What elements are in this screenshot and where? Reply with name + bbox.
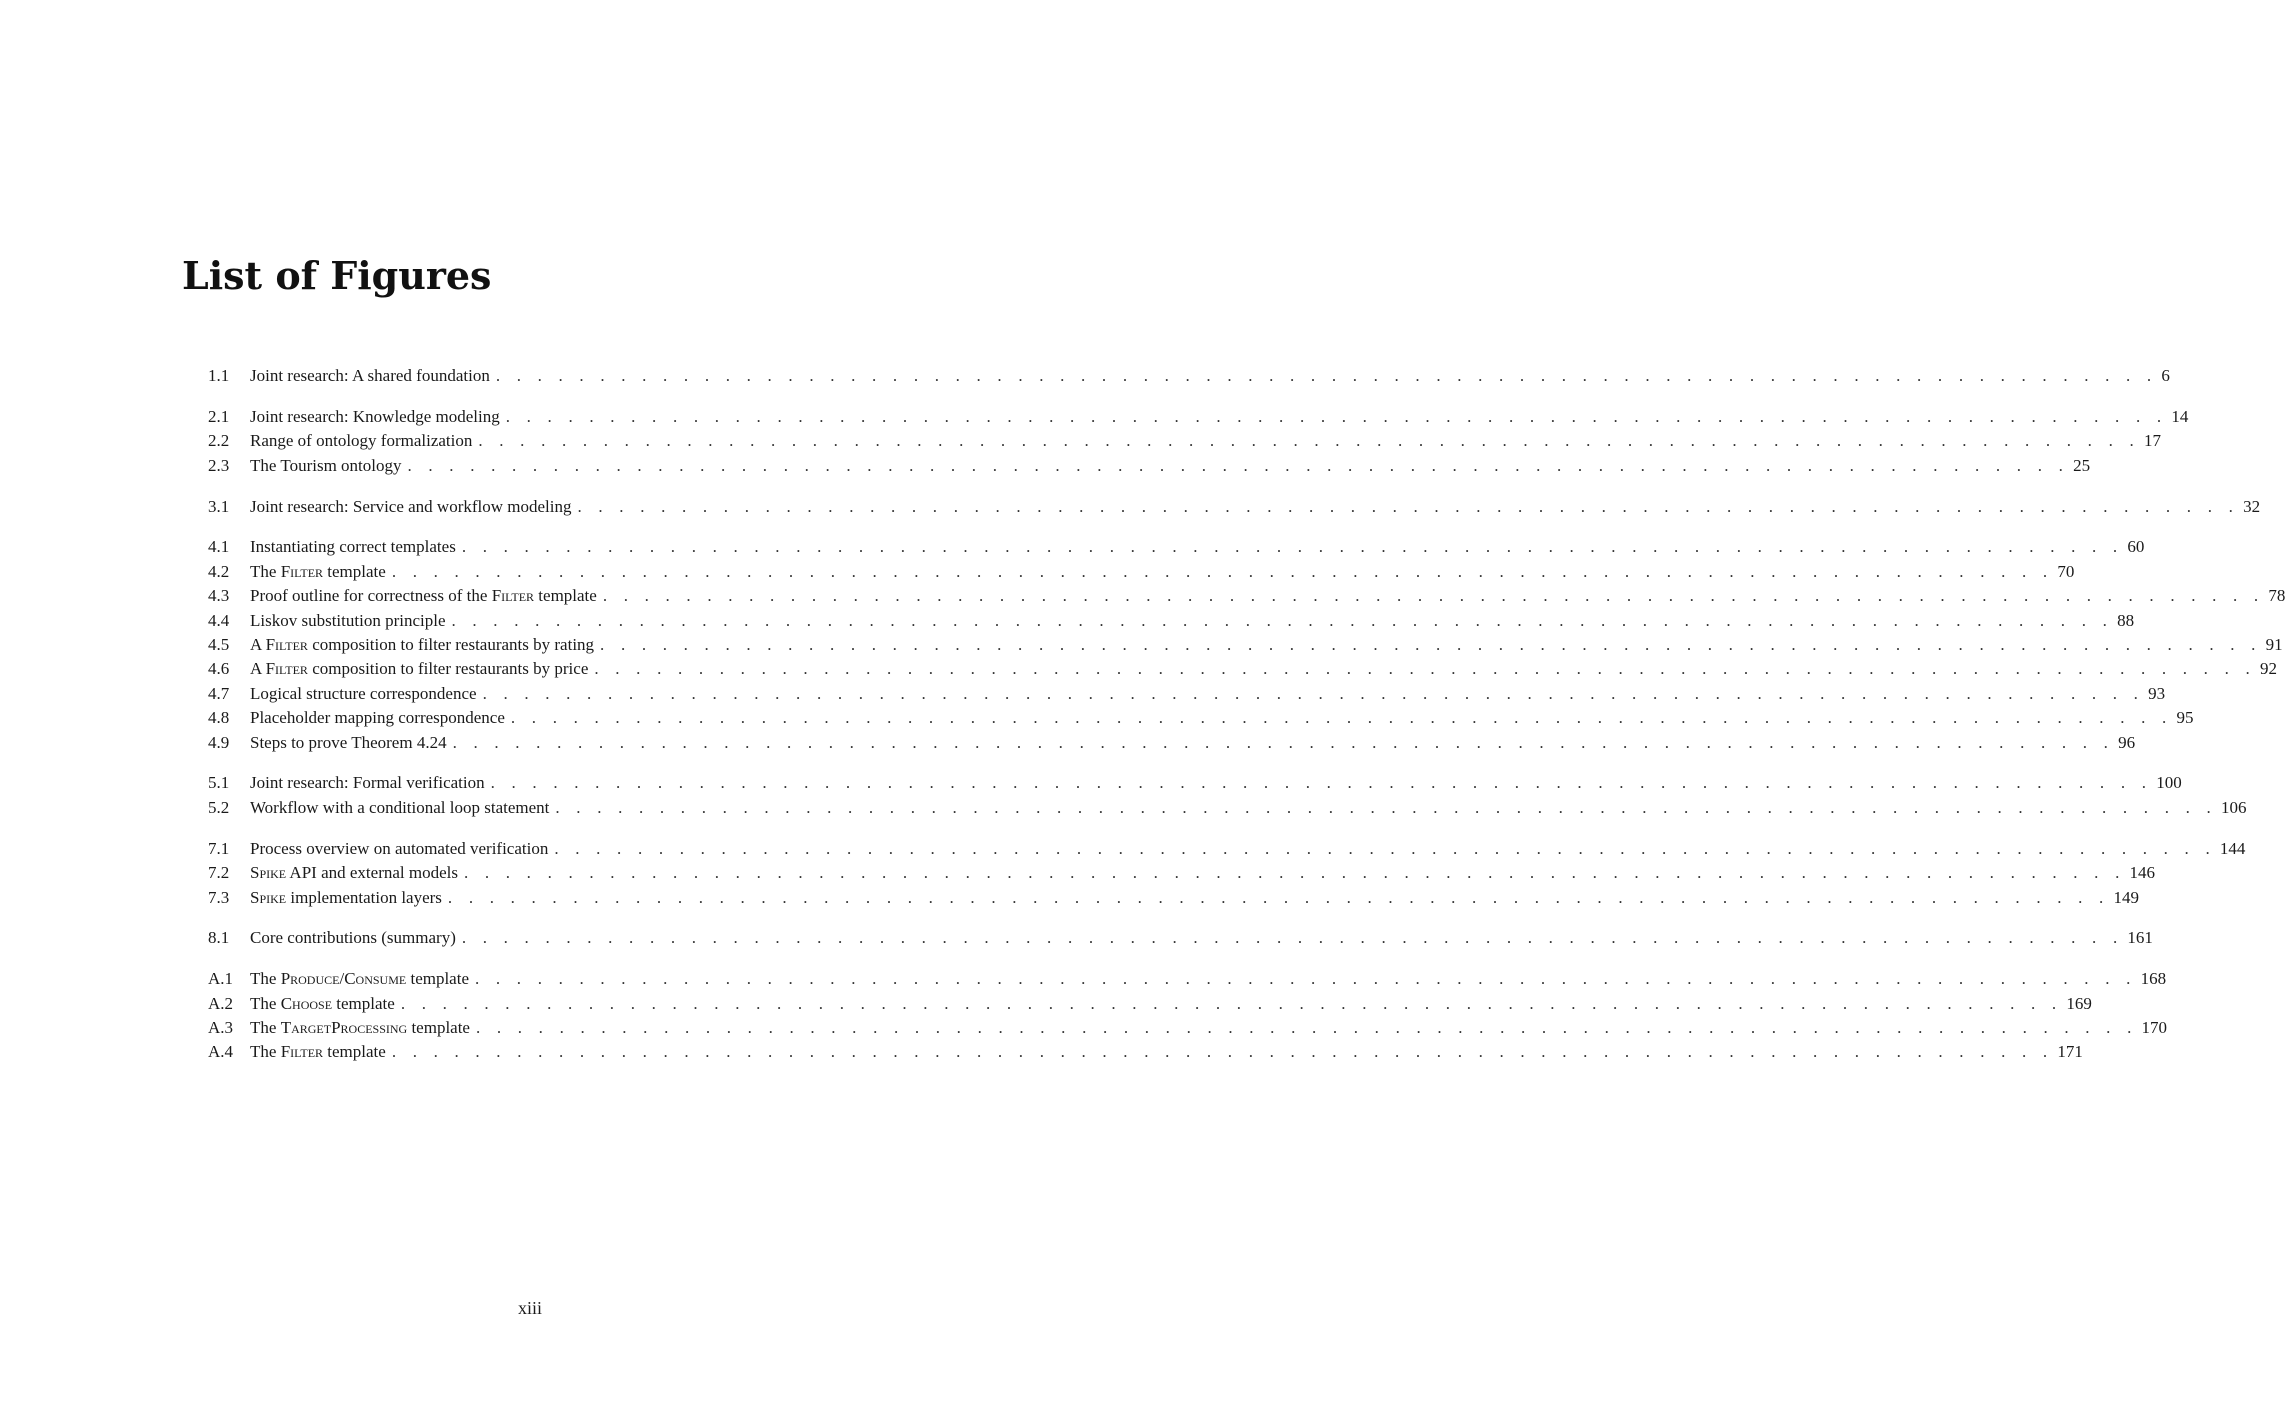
figure-title-text: Process overview on automated verification [250,838,549,858]
dot-leader: . . . . . . . . . . . . . . . . . . . . . . . . . . . . . . . . . . . . . . . . . . . . . . . . . . . . . . . . . . . . . . . . . . . . . . . . . . . . . . . . [451,610,2114,630]
figure-group [208,926,2153,950]
figure-page-number: 60 [2127,537,2145,557]
figure-number: 7.3 [208,887,230,907]
figure-title-text: Liskov substitution principle [250,610,446,630]
figure-page-number: 25 [2073,455,2091,475]
dot-leader: . . . . . . . . . . . . . . . . . . . . . . . . . . . . . . . . . . . . . . . . . . . . . . . . . . . . . . . . . . . . . . . . . . . . . . . . . . . . . . . . [554,838,2216,858]
figure-group [208,837,2246,910]
figure-entry[interactable] [208,926,2153,950]
figure-number: 2.3 [208,455,230,475]
figure-number: 4.1 [208,537,230,557]
figure-entry[interactable] [208,364,2170,388]
dot-leader: . . . . . . . . . . . . . . . . . . . . . . . . . . . . . . . . . . . . . . . . . . . . . . . . . . . . . . . . . . . . . . . . . . . . . . . . . . . . . . . . [400,993,2063,1013]
dot-leader: . . . . . . . . . . . . . . . . . . . . . . . . . . . . . . . . . . . . . . . . . . . . . . . . . . . . . . . . . . . . . . . . . . . . . . . . . . . . . . . . [577,496,2240,516]
figure-title-text: Joint research: Knowledge modeling [250,406,500,426]
figure-page-number: 171 [2057,1042,2083,1062]
figure-title-smallcaps: TargetProcessing [280,1018,408,1038]
figure-title-smallcaps: Filter [265,635,308,655]
page-number: xiii [517,1298,542,1318]
figure-title-smallcaps: Filter [280,561,324,581]
figure-title-text: The [250,1042,281,1062]
figure-title [250,967,475,991]
figure-title-text: Logical structure correspondence [250,683,477,703]
figure-title [250,405,506,429]
figure-entry[interactable] [208,967,2167,991]
dot-leader: . . . . . . . . . . . . . . . . . . . . . . . . . . . . . . . . . . . . . . . . . . . . . . . . . . . . . . . . . . . . . . . . . . . . . . . . . . . . . . . . [490,773,2153,793]
figure-entry[interactable] [208,1016,2168,1040]
figure-title [250,771,491,795]
figure-title-text: implementation layers [286,887,442,907]
dot-leader: . . . . . . . . . . . . . . . . . . . . . . . . . . . . . . . . . . . . . . . . . . . . . . . . . . . . . . . . . . . . . . . . . . . . . . . . . . . . . . . . [391,1042,2054,1062]
figure-entry[interactable] [208,495,2261,519]
figure-number: 1.1 [208,366,230,385]
figure-title-text: template [332,993,395,1013]
dot-leader: . . . . . . . . . . . . . . . . . . . . . . . . . . . . . . . . . . . . . . . . . . . . . . . . . . . . . . . . . . . . . . . . . . . . . . . . . . . . . . . . [407,455,2070,475]
figure-title [250,560,392,584]
figure-title-text: Joint research: Service and workflow modeling [250,496,572,516]
figure-page-number: 106 [2220,797,2247,817]
figure-entry[interactable] [208,837,2246,861]
figure-title-smallcaps: Filter [280,1042,324,1062]
figure-number: 4.2 [208,561,230,581]
dot-leader: . . . . . . . . . . . . . . . . . . . . . . . . . . . . . . . . . . . . . . . . . . . . . . . . . . . . . . . . . . . . . . . . . . . . . . . . . . . . . . . . [482,683,2145,703]
figure-number: 4.9 [208,732,230,752]
page-title: List of Figures [182,253,492,298]
dot-leader: . . . . . . . . . . . . . . . . . . . . . . . . . . . . . . . . . . . . . . . . . . . . . . . . . . . . . . . . . . . . . . . . . . . . . . . . . . . . . . . . [594,659,2256,679]
figure-title-text: composition to filter restaurants by rating [307,635,595,655]
figure-title-text: The [250,993,281,1013]
figure-title [250,731,453,755]
figure-page-number: 17 [2143,431,2161,451]
figure-title-text: Joint research: A shared foundation [250,366,490,385]
figure-page-number: 161 [2127,928,2153,948]
figure-title [250,657,594,681]
figure-entry[interactable] [208,657,2277,681]
figure-page-number: 91 [2265,635,2283,655]
figure-title [250,682,483,706]
figure-title [250,584,603,608]
figure-number: 4.3 [208,586,230,606]
figure-entry[interactable] [208,405,2189,429]
figure-entry[interactable] [208,731,2136,755]
figure-title-text: API and external models [286,863,458,883]
figure-number: 4.6 [208,659,230,679]
dot-leader: . . . . . . . . . . . . . . . . . . . . . . . . . . . . . . . . . . . . . . . . . . . . . . . . . . . . . . . . . . . . . . . . . . . . . . . . . . . . . . . . [602,586,2265,606]
figure-group [208,495,2261,519]
figure-entry[interactable] [208,992,2092,1016]
figure-group [208,967,2168,1065]
figure-number: 4.5 [208,635,230,655]
figure-entry[interactable] [208,706,2194,730]
figure-title [250,992,401,1016]
figure-page-number: 146 [2129,863,2156,883]
dot-leader: . . . . . . . . . . . . . . . . . . . . . . . . . . . . . . . . . . . . . . . . . . . . . . . . . . . . . . . . . . . . . . . . . . . . . . . . . . . . . . . . [475,969,2137,989]
figure-title [250,454,408,478]
figure-title-smallcaps: Spike [250,887,287,907]
figure-title-text: The Tourism ontology [250,455,402,475]
figure-title [250,796,555,820]
figure-title-text: A [250,659,266,679]
figure-number: 7.1 [208,838,230,858]
figure-page-number: 88 [2117,610,2135,630]
figure-page-number: 32 [2243,496,2261,516]
figure-number: A.3 [208,1018,234,1038]
figure-entry[interactable] [208,1040,2083,1064]
figure-title-text: Joint research: Formal verification [250,773,485,793]
figure-title-smallcaps: Filter [265,659,308,679]
figure-title-text: Instantiating correct templates [250,537,456,557]
figure-title-text: Placeholder mapping correspondence [250,708,505,728]
figure-title-text: template [406,969,469,989]
dot-leader: . . . . . . . . . . . . . . . . . . . . . . . . . . . . . . . . . . . . . . . . . . . . . . . . . . . . . . . . . . . . . . . . . . . . . . . . . . . . . . . . [391,561,2054,581]
figure-title-text: The [250,969,281,989]
figure-entry[interactable] [208,429,2161,453]
figure-page-number: 14 [2171,406,2189,426]
figure-page-number: 170 [2141,1018,2168,1038]
figure-group [208,771,2247,820]
figure-title-smallcaps: Produce/Consume [280,969,407,989]
figure-page-number: 100 [2156,773,2182,793]
figure-group [208,364,2170,388]
figure-number: 8.1 [208,928,230,948]
figure-page-number: 92 [2259,659,2277,679]
dot-leader: . . . . . . . . . . . . . . . . . . . . . . . . . . . . . . . . . . . . . . . . . . . . . . . . . . . . . . . . . . . . . . . . . . . . . . . . . . . . . . . . [510,708,2173,728]
figure-entry[interactable] [208,771,2182,795]
figure-entry[interactable] [208,796,2247,820]
dot-leader: . . . . . . . . . . . . . . . . . . . . . . . . . . . . . . . . . . . . . . . . . . . . . . . . . . . . . . . . . . . . . . . . . . . . . . . . . . . . . . . . [505,406,2168,426]
dot-leader: . . . . . . . . . . . . . . . . . . . . . . . . . . . . . . . . . . . . . . . . . . . . . . . . . . . . . . . . . . . . . . . . . . . . . . . . . . . . . . . . [461,928,2124,948]
figure-page-number: 144 [2219,838,2246,858]
figure-entry[interactable] [208,560,2075,584]
figure-title [250,1016,476,1040]
figure-page-number: 70 [2057,561,2075,581]
figure-page-number: 93 [2148,683,2166,703]
figure-number: A.4 [208,1042,234,1062]
figure-page-number: 168 [2140,969,2167,989]
figure-title [250,495,578,519]
figure-title-smallcaps: Choose [280,993,333,1013]
figure-number: 4.4 [208,610,230,630]
figure-title-text: Workflow with a conditional loop statement [250,797,550,817]
figure-page-number: 95 [2176,708,2194,728]
figure-number: 2.2 [208,431,230,451]
figure-title [250,926,462,950]
figure-title-text: template [323,1042,386,1062]
figure-number: 5.1 [208,773,230,793]
dot-leader: . . . . . . . . . . . . . . . . . . . . . . . . . . . . . . . . . . . . . . . . . . . . . . . . . . . . . . . . . . . . . . . . . . . . . . . . . . . . . . . . [600,635,2262,655]
figure-title-text: Proof outline for correctness of the [250,586,492,606]
figure-number: 5.2 [208,797,230,817]
figure-title-text: template [407,1018,470,1038]
figure-page-number: 78 [2268,586,2285,606]
figure-title-text: template [534,586,597,606]
figure-title [250,429,478,453]
figure-title-smallcaps: Spike [250,863,287,883]
figure-title-text: A [250,635,266,655]
figure-title [250,633,600,657]
figure-title [250,886,448,910]
dot-leader: . . . . . . . . . . . . . . . . . . . . . . . . . . . . . . . . . . . . . . . . . . . . . . . . . . . . . . . . . . . . . . . . . . . . . . . . . . . . . . . . [555,797,2217,817]
dot-leader: . . . . . . . . . . . . . . . . . . . . . . . . . . . . . . . . . . . . . . . . . . . . . . . . . . . . . . . . . . . . . . . . . . . . . . . . . . . . . . . . [475,1018,2138,1038]
figure-number: 4.7 [208,683,230,703]
figure-entry[interactable] [208,633,2283,657]
figure-title [250,837,554,861]
figure-title-text: composition to filter restaurants by price [307,659,589,679]
figure-page-number: 149 [2113,887,2139,907]
figure-number: 7.2 [208,863,230,883]
figure-number: 3.1 [208,496,230,516]
figure-page-number: 169 [2066,993,2092,1013]
figure-page-number: 6 [2161,366,2170,385]
figure-title-smallcaps: Filter [491,586,535,606]
dot-leader: . . . . . . . . . . . . . . . . . . . . . . . . . . . . . . . . . . . . . . . . . . . . . . . . . . . . . . . . . . . . . . . . . . . . . . . . . . . . . . . . [452,732,2115,752]
figure-title-text: template [323,561,386,581]
figure-number: A.1 [208,969,234,989]
figure-group [208,405,2189,478]
list-of-figures [208,364,2285,1081]
figure-group [208,535,2285,755]
figure-entry[interactable] [208,584,2285,608]
figure-title-text: The [250,561,281,581]
figure-title-text: Range of ontology formalization [250,431,473,451]
figure-number: 2.1 [208,406,230,426]
figure-title [250,1040,392,1064]
dot-leader: . . . . . . . . . . . . . . . . . . . . . . . . . . . . . . . . . . . . . . . . . . . . . . . . . . . . . . . . . . . . . . . . . . . . . . . . . . . . . . . . [447,887,2110,907]
figure-title-text: Core contributions (summary) [250,928,456,948]
figure-title-text: The [250,1018,281,1038]
figure-title [250,861,464,885]
dot-leader: . . . . . . . . . . . . . . . . . . . . . . . . . . . . . . . . . . . . . . . . . . . . . . . . . . . . . . . . . . . . . . . . . . . . . . . . . . . . . . . . [463,863,2126,883]
figure-title [250,706,511,730]
figure-entry[interactable] [208,886,2139,910]
figure-title [250,364,496,388]
dot-leader: . . . . . . . . . . . . . . . . . . . . . . . . . . . . . . . . . . . . . . . . . . . . . . . . . . . . . . . . . . . . . . . . . . . . . . . . . . . . . . . . [461,537,2124,557]
figure-title [250,535,462,559]
dot-leader: . . . . . . . . . . . . . . . . . . . . . . . . . . . . . . . . . . . . . . . . . . . . . . . . . . . . . . . . . . . . . . . . . . . . . . . . . . . . . . . . [495,366,2158,385]
figure-page-number: 96 [2118,732,2136,752]
figure-number: A.2 [208,993,234,1013]
figure-number: 4.8 [208,708,230,728]
dot-leader: . . . . . . . . . . . . . . . . . . . . . . . . . . . . . . . . . . . . . . . . . . . . . . . . . . . . . . . . . . . . . . . . . . . . . . . . . . . . . . . . [478,431,2140,451]
figure-entry[interactable] [208,609,2135,633]
figure-entry[interactable] [208,454,2091,478]
figure-title-text: Steps to prove Theorem 4.24 [250,732,447,752]
figure-entry[interactable] [208,535,2145,559]
figure-title [250,609,452,633]
figure-entry[interactable] [208,682,2166,706]
figure-entry[interactable] [208,861,2156,885]
